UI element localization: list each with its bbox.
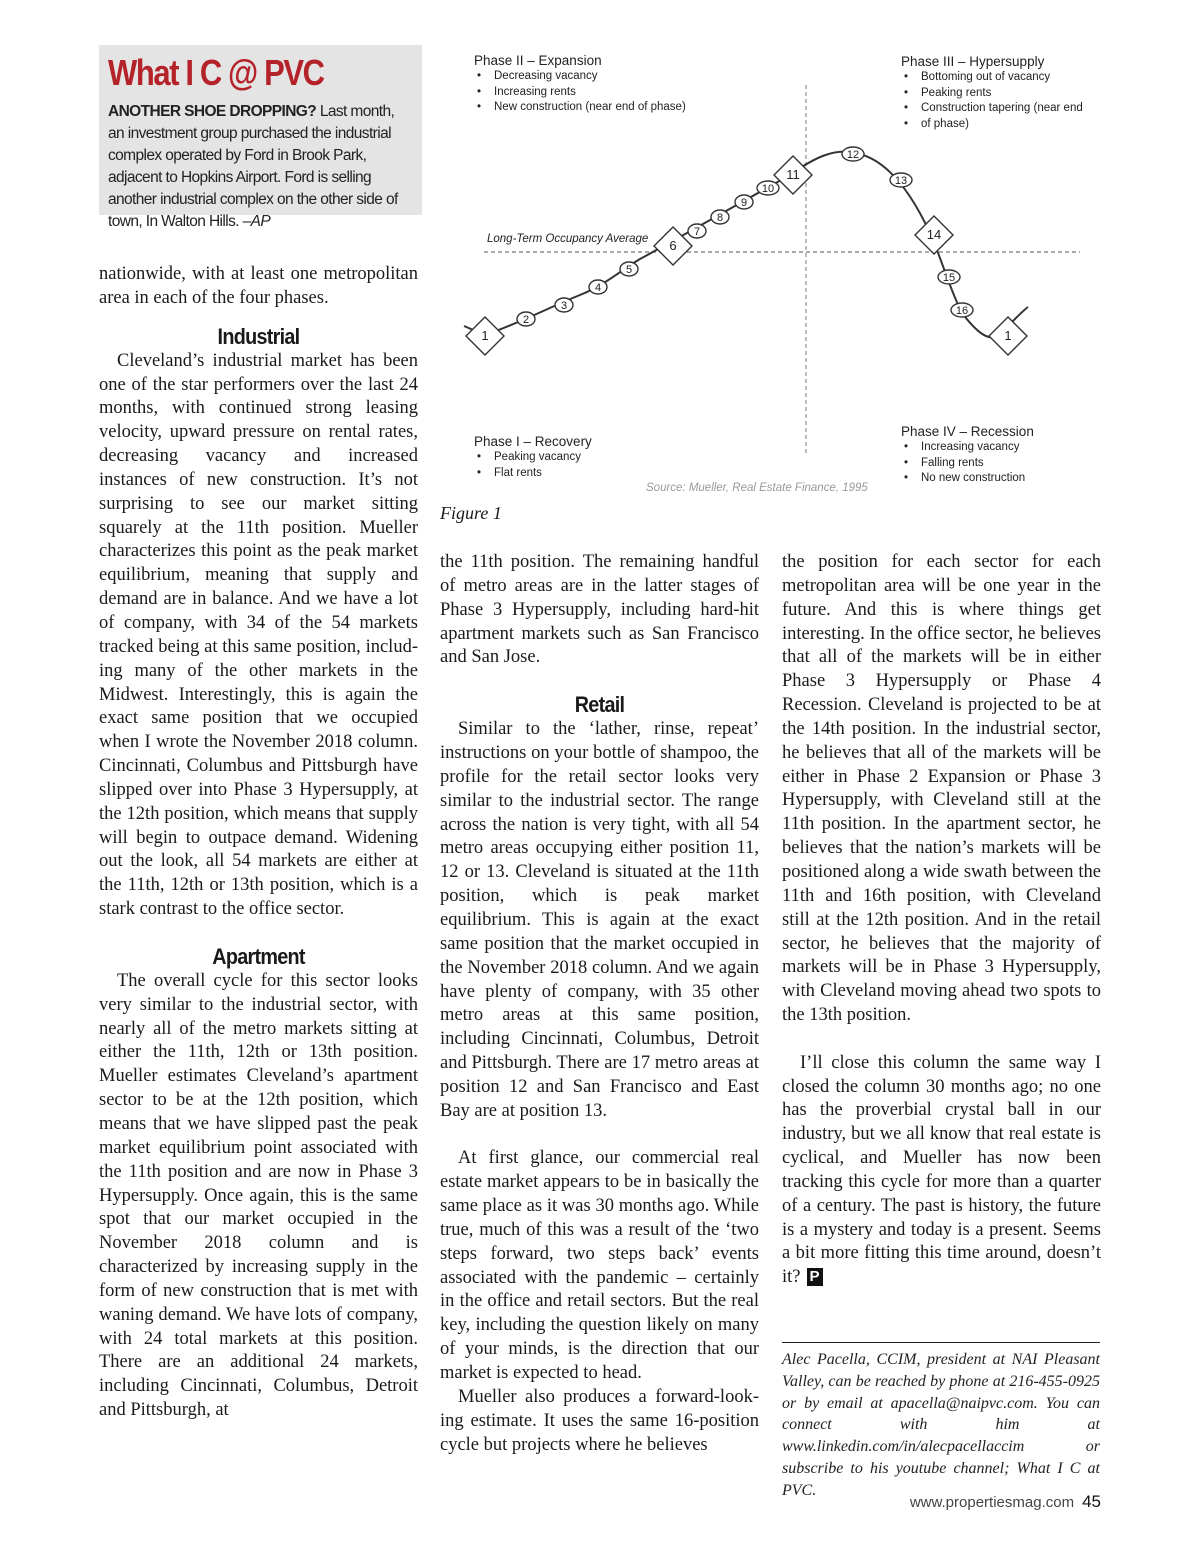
cycle-chart xyxy=(440,45,1101,505)
cycle-point-label: 3 xyxy=(560,300,568,312)
paragraph: the 11th position. The remaining handful of metro areas are in the latter stages of Phase 3 Hypersupply, including hard-hit apartment markets such as San Francisco and San Jose. xyxy=(440,552,759,668)
page-footer xyxy=(910,1492,1101,1512)
cycle-point-label: 15 xyxy=(942,272,956,284)
section-heading-retail: Retail xyxy=(574,692,625,718)
market-cycle-figure xyxy=(440,45,1101,505)
page-number: 45 xyxy=(1082,1492,1101,1511)
cycle-point-label: 5 xyxy=(625,264,633,276)
phase1-item: • Peaking vacancy xyxy=(474,450,592,466)
cycle-point-label: 9 xyxy=(740,197,748,209)
section-heading-apartment: Apartment xyxy=(212,943,305,969)
paragraph: Mueller also produces a forward-looking estimate. It uses the same 16-position cycle but projects where he believes xyxy=(440,1386,759,1455)
author-bio: Alec Pacella, CCIM, president at NAI Pleasant Valley, can be reached by phone at 216-455-0925 or by email at apacella@naipvc.com. You can connect with him at www.linkedin.com/in/alecpacellaccim or subscribe to his youtube channel; What I C at PVC. xyxy=(782,1351,1100,1499)
phase2-item: • Decreasing vacancy xyxy=(474,69,686,85)
paragraph xyxy=(782,1052,1101,1290)
phase4-item: • Falling rents xyxy=(901,456,1034,472)
phase2-item: • Increasing rents xyxy=(474,85,686,101)
phase3-title: Phase III – Hypersupply xyxy=(901,54,1045,69)
column-2 xyxy=(440,551,759,1457)
figure-source: Source: Mueller, Real Estate Finance, 1995 xyxy=(646,482,868,494)
end-mark-icon: P xyxy=(807,1268,823,1286)
column-3 xyxy=(782,551,1101,1290)
cycle-point-label: 14 xyxy=(926,227,942,242)
closing-text: I’ll close this column the same way I closed the column 30 months ago; no one has the proverbial crystal ball in our industry, but we all know that real estate is cyclical, and Mueller has now been tracking this cycle for more than a quarter of a century. The past is history, the future is a mystery and today is a present. Seems a bit more fitting this time around, doesn’t it? xyxy=(782,1052,1101,1288)
cycle-point-label: 8 xyxy=(716,212,724,224)
cycle-points xyxy=(466,147,1027,355)
phase3-item: • Construction tapering (near end xyxy=(901,101,1083,117)
phase3-item: • Peaking rents xyxy=(901,86,1083,102)
phase2-item: • New construction (near end of phase) xyxy=(474,100,686,116)
paragraph: nationwide, with at least one metropolitan area in each of the four phases. xyxy=(99,264,418,308)
cycle-point-label: 11 xyxy=(786,167,800,182)
sidebar-box xyxy=(99,45,422,230)
phase3-item: • of phase) xyxy=(901,117,1083,133)
paragraph: At first glance, our commercial real estate market appears to be in basically the same place as it was 30 months ago. While true, much of this was a result of the ‘two steps forward, two steps back’ events associated with the pandemic – certainly in the office and retail sectors. But the real key, including the question likely on many of your minds, is the direction that our market is expected to head. xyxy=(440,1148,759,1383)
paragraph: the position for each sector for each metropolitan area will be one year in the future. And this is where things get interesting. In the office sector, he believes that all of the markets will be in either Phase 3 Hypersupply or Phase 4 Recession. Cleveland is projected to be at the 14th position. In the industrial sector, he believes that all of the markets will be either in Phase 2 Expansion or Phase 3 Hypersupply, with Cleveland still at the 11th position. In the apartment sector, he believes that the nation’s markets will be positioned along a wide swath between the 11th and 16th position, with Cleveland still at the 12th position. And in the retail sector, he believes that the majority of markets will be in Phase 3 Hypersupply, with Cleveland moving ahead two spots to the 13th position. xyxy=(782,552,1101,1026)
sidebar-title: What I C @ PVC xyxy=(108,52,324,93)
long-term-average-label: Long-Term Occupancy Average xyxy=(487,233,649,245)
sidebar-body: Last month, an investment group purchased the industrial complex operated by Ford in Brook Park, adjacent to Hopkins Airport. Ford is selling another industrial complex on the other side of town, In Walton Hills. – xyxy=(108,103,398,230)
cycle-point-label: 13 xyxy=(894,175,908,187)
paragraph: Similar to the ‘lather, rinse, repeat’ instructions on your bottle of shampoo, the profile for the retail sector looks very similar to the industrial sector. The range across the nation is very tight, with all 54 metro areas occupying either position 11, 12 or 13. Cleveland is situated at the 11th position, which is peak market equilibrium. This is again at the exact same position that the market occupied in the November 2018 column. And we again have plenty of company, with 35 other metro areas at this same position, including Cincinnati, Columbus, Detroit and Pittsburgh. There are 17 metro areas at position 12 and San Francisco and East Bay are at position 13. xyxy=(440,719,759,1121)
footer-url: www.propertiesmag.com xyxy=(909,1494,1075,1511)
phase2-title: Phase II – Expansion xyxy=(474,53,602,68)
paragraph: The overall cycle for this sector looks very similar to the industrial sector, with nearly all of the metro markets sitting at either the 11th, 12th or 13th position. Mueller estimates Cleveland’s apartment sector to be at the 12th position, which means that we have slipped past the peak market equilibrium point associated with the 11th position and are now in Phase 3 Hypersupply. Once again, this is the same spot that our market occupied in the November 2018 column and is characterized by increasing supply in the form of new construction that is met with waning demand. We have lots of company, with 24 total markets at this position. There are an additional 24 markets, including Cincinnati, Columbus, Detroit and Pittsburgh, at xyxy=(99,970,418,1421)
cycle-point-label: 7 xyxy=(693,226,701,238)
sidebar-heading: ANOTHER SHOE DROPPING? xyxy=(108,103,317,120)
sidebar-text xyxy=(108,101,413,233)
cycle-point-label: 1 xyxy=(1004,328,1012,343)
cycle-point-label: 4 xyxy=(594,282,602,294)
cycle-point-label: 16 xyxy=(955,305,969,317)
cycle-point-label: 10 xyxy=(761,183,775,195)
section-heading-industrial: Industrial xyxy=(217,323,300,349)
cycle-point-label: 6 xyxy=(669,238,677,253)
bio-divider xyxy=(782,1342,1100,1343)
phase1-title: Phase I – Recovery xyxy=(474,434,592,449)
figure-caption: Figure 1 xyxy=(440,503,502,523)
cycle-point-label: 12 xyxy=(846,149,860,161)
cycle-point-label: 1 xyxy=(481,328,489,343)
phase3-item: • Bottoming out of vacancy xyxy=(901,70,1083,86)
paragraph: Cleveland’s industrial market has been one of the star performers over the last 24 months, with continued strong leasing velocity, upward pressure on rental rates, decreasing vacancy and increased instances of new construction. It’s not surprising to see our market sitting squarely at the 11th position. Mueller characterizes this point as the peak market equilibrium, meaning that supply and demand are in balance. And we have a lot of company, with 34 of the 54 markets tracked being at this same position, including many of the other markets in the Midwest. Interestingly, this is again the exact same position that we occupied when I wrote the November 2018 column. Cincinnati, Columbus and Pittsburgh have slipped over into Phase 3 Hypersupply, at the 12th position, which means that supply will begin to outpace demand. Widening out the look, all 54 markets are either at the 11th, 12th or 13th position, which is a stark contrast to the office sector. xyxy=(99,350,418,920)
column-1 xyxy=(99,263,418,1423)
sidebar-credit: AP xyxy=(250,213,271,230)
phase1-item: • Flat rents xyxy=(474,466,592,482)
phase4-item: • Increasing vacancy xyxy=(901,440,1034,456)
cycle-point-label: 2 xyxy=(522,314,530,326)
phase4-item: • No new construction xyxy=(901,471,1034,487)
phase4-title: Phase IV – Recession xyxy=(901,424,1034,439)
